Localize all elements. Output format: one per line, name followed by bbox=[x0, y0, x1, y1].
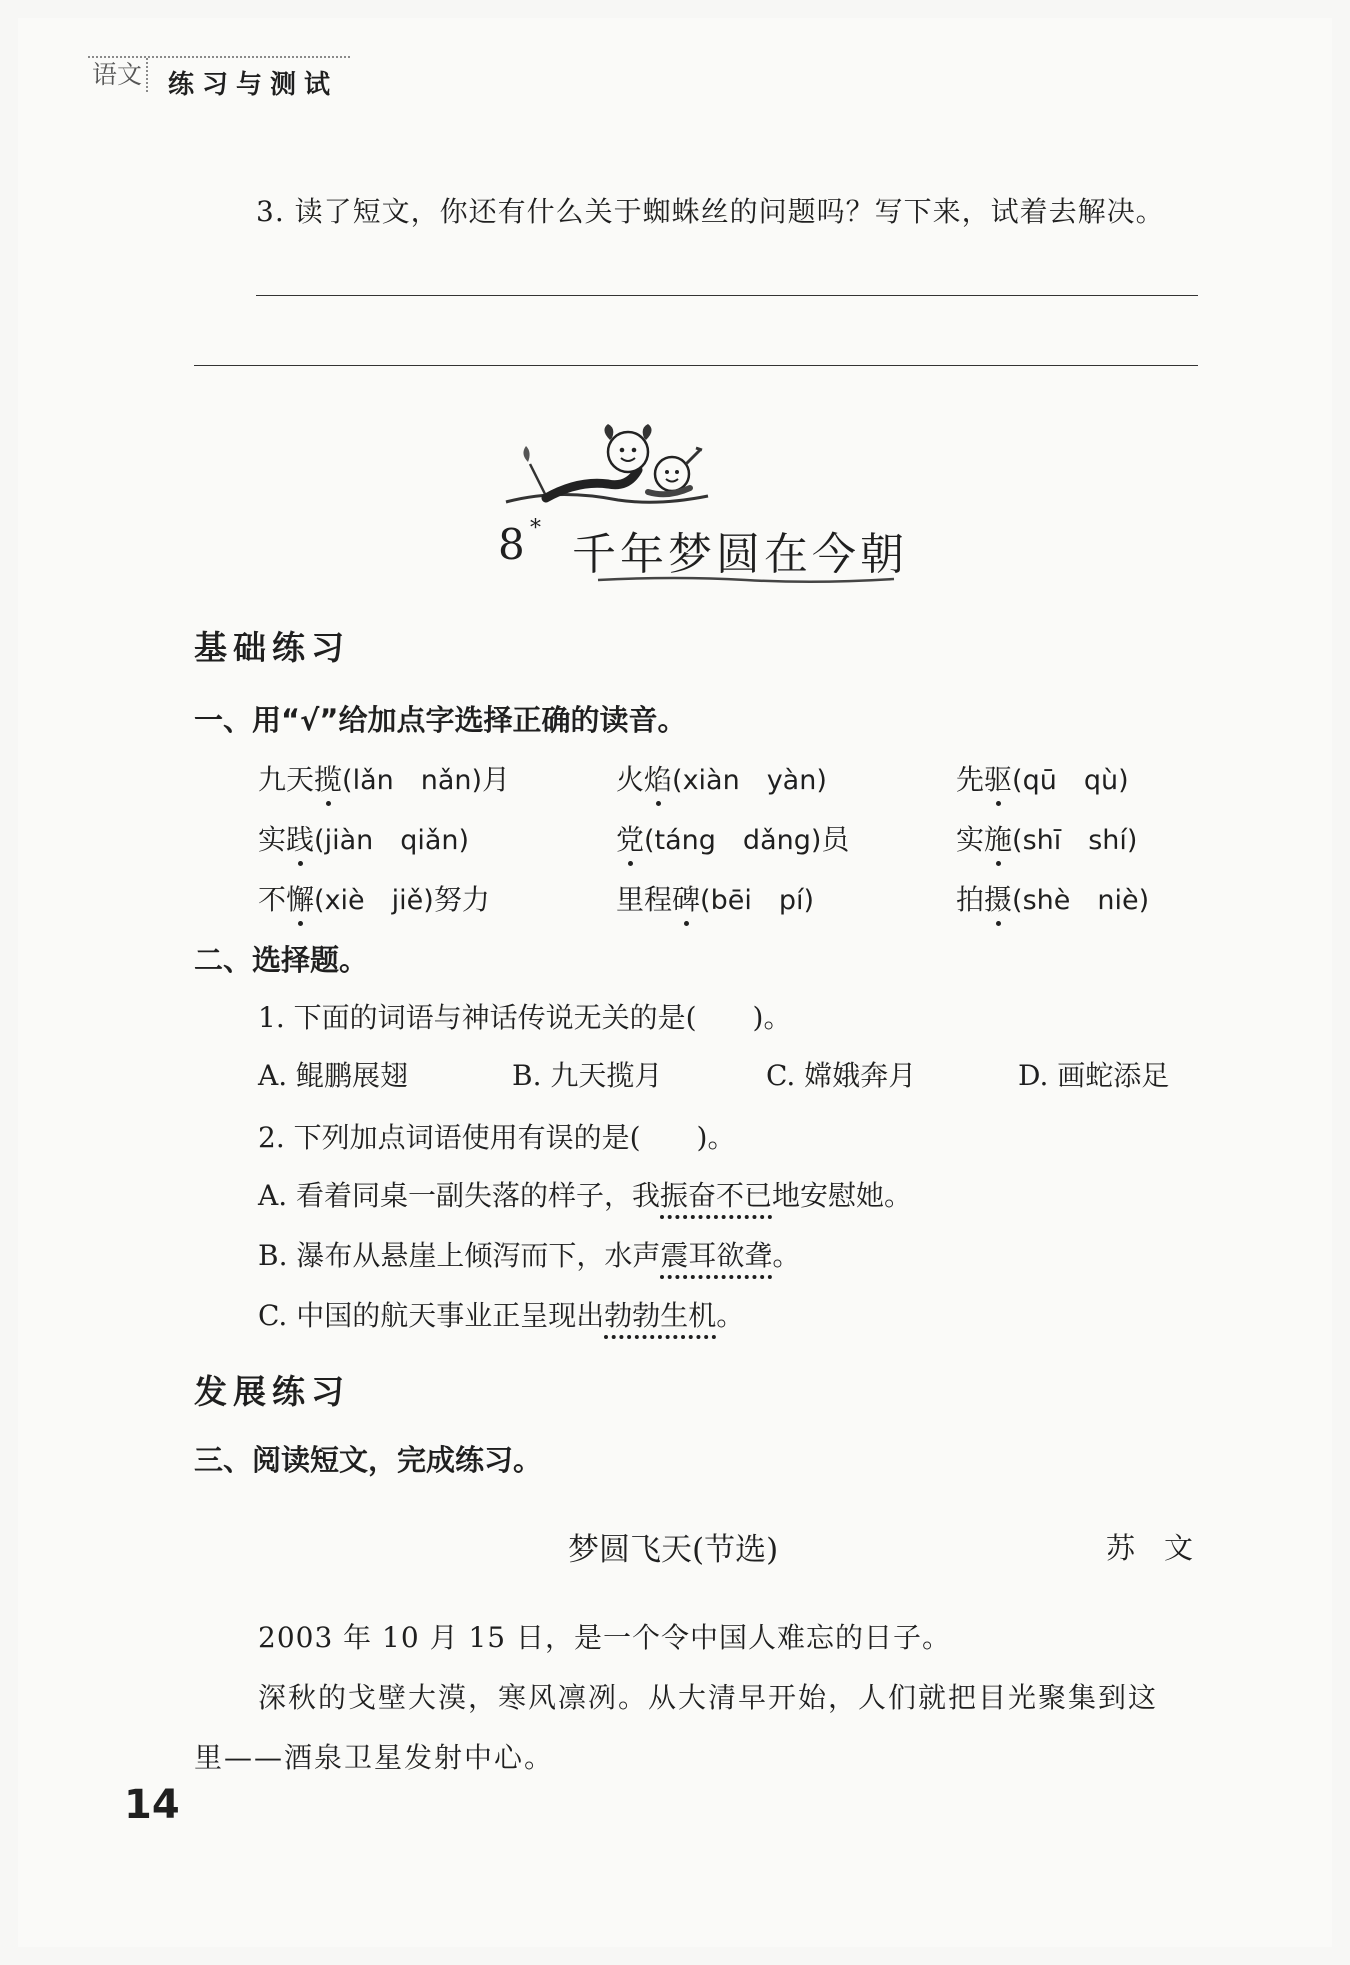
choice-q1-option-c: C. 嫦娥奔月 bbox=[766, 1059, 917, 1092]
children-illustration bbox=[498, 422, 720, 514]
pinyin-item-1: 九天揽(lǎn nǎn)月 bbox=[258, 758, 510, 798]
article-paragraph-2-line-2: 里——酒泉卫星发射中心。 bbox=[194, 1741, 555, 1774]
choice-q2-stem: 2. 下列加点词语使用有误的是( )。 bbox=[258, 1121, 736, 1154]
article-paragraph-1: 2003 年 10 月 15 日，是一个令中国人难忘的日子。 bbox=[258, 1621, 952, 1654]
choice-q2-option-c: C. 中国的航天事业正呈现出勃勃生机。 bbox=[258, 1299, 745, 1332]
choice-q1-option-d: D. 画蛇添足 bbox=[1018, 1059, 1170, 1092]
pinyin-item-8: 里程碑(bēi pí) bbox=[616, 878, 814, 918]
header-book-title: 练习与测试 bbox=[168, 70, 339, 100]
pinyin-item-4: 实践(jiàn qiǎn) bbox=[258, 818, 469, 858]
header-subject: 语文 bbox=[92, 58, 148, 92]
choice-q2-option-a: A. 看着同桌一副失落的样子，我振奋不已地安慰她。 bbox=[258, 1179, 913, 1212]
section-develop-heading: 发展练习 bbox=[194, 1372, 350, 1411]
page-number: 14 bbox=[124, 1782, 180, 1828]
pinyin-item-7: 不懈(xiè jiě)努力 bbox=[258, 878, 490, 918]
page bbox=[18, 18, 1332, 1947]
pinyin-item-3: 先驱(qū qù) bbox=[956, 758, 1129, 798]
choice-q1-option-b: B. 九天揽月 bbox=[512, 1059, 663, 1092]
dotted-word-b: 震耳欲聋 bbox=[660, 1239, 773, 1272]
lesson-title: 千年梦圆在今朝 bbox=[572, 529, 908, 580]
dotted-word-a: 振奋不已 bbox=[660, 1179, 773, 1212]
title-underline bbox=[596, 574, 896, 588]
part-3-title: 三、阅读短文，完成练习。 bbox=[194, 1443, 543, 1477]
article-title: 梦圆飞天(节选) bbox=[568, 1532, 779, 1568]
article-paragraph-2-line-1: 深秋的戈壁大漠，寒风凛冽。从大清早开始，人们就把目光聚集到这 bbox=[258, 1681, 1159, 1714]
choice-q1-option-a: A. 鲲鹏展翅 bbox=[258, 1059, 409, 1092]
question-3-text: 3. 读了短文，你还有什么关于蜘蛛丝的问题吗？写下来，试着去解决。 bbox=[256, 195, 1165, 228]
answer-line-1 bbox=[256, 295, 1198, 296]
part-1-title: 一、用“√”给加点字选择正确的读音。 bbox=[194, 703, 687, 737]
choice-q2-option-b: B. 瀑布从悬崖上倾泻而下，水声震耳欲聋。 bbox=[258, 1239, 801, 1272]
article-author: 苏 文 bbox=[1106, 1531, 1194, 1565]
lesson-number: 8 bbox=[498, 520, 525, 569]
choice-q1-stem: 1. 下面的词语与神话传说无关的是( )。 bbox=[258, 1001, 792, 1034]
dotted-word-c: 勃勃生机 bbox=[604, 1299, 717, 1332]
section-basic-heading: 基础练习 bbox=[194, 628, 350, 667]
part-2-title: 二、选择题。 bbox=[194, 943, 369, 977]
pinyin-item-6: 实施(shī shí) bbox=[956, 818, 1137, 858]
answer-line-2 bbox=[194, 365, 1198, 366]
pinyin-item-5: 党(táng dǎng)员 bbox=[616, 818, 849, 858]
pinyin-item-2: 火焰(xiàn yàn) bbox=[616, 758, 827, 798]
pinyin-item-9: 拍摄(shè niè) bbox=[956, 878, 1149, 918]
lesson-star: * bbox=[530, 516, 541, 541]
